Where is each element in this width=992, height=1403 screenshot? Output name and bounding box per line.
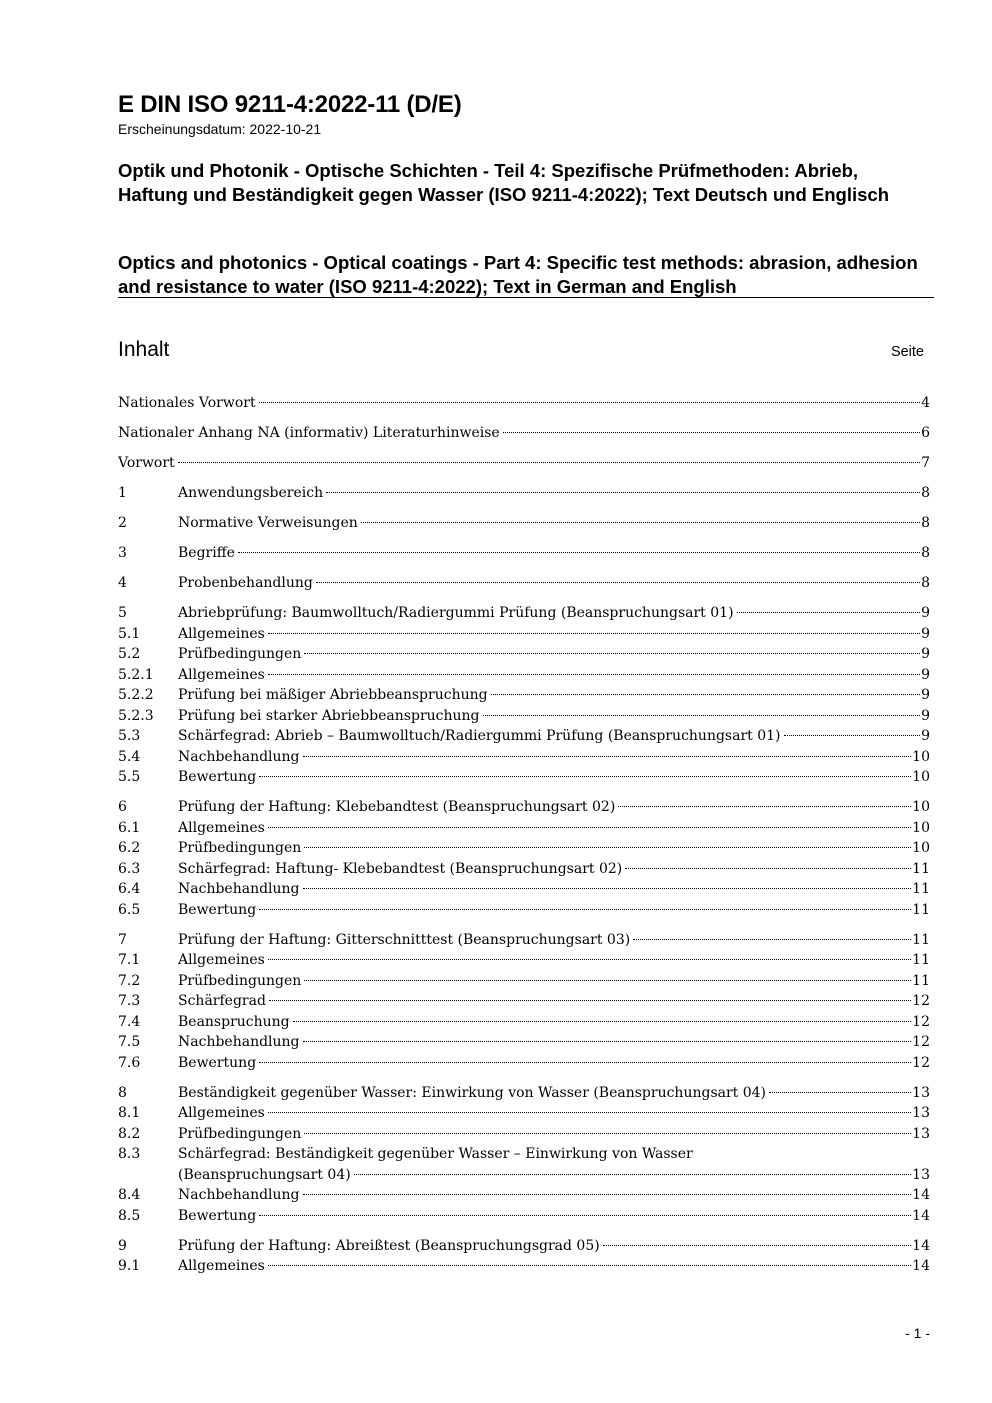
publication-date: Erscheinungsdatum: 2022-10-21 [118, 121, 322, 137]
toc-entry-label: Prüfung der Haftung: Abreißtest (Beanspruchungsgrad 05) [178, 1237, 600, 1254]
toc-entry[interactable] [118, 573, 930, 594]
toc-dot-leader [303, 1041, 912, 1042]
toc-entry-number: 5.5 [118, 769, 141, 785]
toc-entry-label: Nachbehandlung [178, 881, 300, 897]
toc-entry-label: Prüfbedingungen [178, 646, 302, 662]
toc-entry-page: 6 [921, 425, 930, 441]
toc-dot-leader [178, 462, 920, 463]
toc-entry-label: Allgemeines [178, 666, 265, 683]
toc-entry-label: Allgemeines [178, 952, 265, 968]
toc-entry-page: 10 [912, 819, 930, 836]
toc-entry[interactable] [118, 513, 930, 534]
toc-entry-number: 7.2 [118, 972, 141, 989]
toc-entry-number: 7.6 [118, 1054, 141, 1071]
toc-entry-page: 4 [921, 395, 930, 411]
toc-entry-label: Nachbehandlung [178, 1034, 300, 1050]
toc-entry-number: 8 [118, 1084, 127, 1101]
toc-entry-label: Prüfung der Haftung: Klebebandtest (Beanspruchungsart 02) [178, 799, 616, 815]
toc-entry-page: 13 [912, 1125, 930, 1142]
toc-entry-page: 10 [912, 748, 930, 765]
toc-entry-page: 14 [912, 1207, 930, 1224]
footer-page-number: - 1 - [905, 1325, 930, 1341]
toc-entry-page: 11 [912, 881, 930, 897]
toc-dot-leader [268, 1112, 911, 1113]
toc-dot-leader [503, 432, 920, 433]
toc-entry-number: 5.1 [118, 625, 141, 642]
toc-entry-page: 9 [921, 728, 930, 744]
toc-dot-leader [303, 756, 912, 757]
toc-entry-number: 8.5 [118, 1207, 141, 1224]
toc-entry-number: 5 [118, 605, 127, 621]
toc-entry-page: 8 [921, 545, 930, 561]
toc-dot-leader [304, 980, 911, 981]
toc-entry-number: 2 [118, 515, 127, 531]
toc-entry-label: Vorwort [118, 455, 175, 471]
toc-dot-leader [259, 402, 921, 403]
toc-entry-label: Begriffe [178, 545, 235, 561]
toc-entry-number: 7.5 [118, 1034, 141, 1050]
toc-dot-leader [259, 776, 911, 777]
title-english: Optics and photonics - Optical coatings - Part 4: Specific test methods: abrasion, adhesion and resistance to water (ISO 9211-4:2022); Text in German and English [118, 252, 918, 297]
toc-entry-page: 13 [912, 1166, 930, 1183]
toc-entry-number: 4 [118, 575, 127, 591]
toc-entry[interactable] [118, 685, 930, 706]
toc-entry-label: Nationales Vorwort [118, 395, 256, 411]
toc-entry-page: 7 [921, 455, 930, 471]
toc-dot-leader [354, 1174, 911, 1175]
toc-entry-label: Prüfbedingungen [178, 840, 302, 856]
toc-entry-page: 9 [921, 687, 930, 703]
toc-entry-label: Prüfung bei starker Abriebbeanspruchung [178, 707, 480, 724]
toc-dot-leader [268, 827, 911, 828]
toc-dot-leader [304, 1133, 911, 1134]
toc-entry-number: 8.2 [118, 1125, 141, 1142]
toc-entry[interactable] [118, 726, 930, 747]
toc-entry-label: Schärfegrad [178, 993, 266, 1009]
toc-entry[interactable] [118, 930, 930, 951]
toc-entry-page: 14 [912, 1187, 930, 1203]
toc-dot-leader [625, 868, 911, 869]
toc-entry-number: 5.3 [118, 728, 141, 744]
toc-dot-leader [326, 492, 920, 493]
toc-entry-label: Abriebprüfung: Baumwolltuch/Radiergummi Prüfung (Beanspruchungsart 01) [178, 605, 734, 621]
toc-entry-label: Schärfegrad: Abrieb – Baumwolltuch/Radiergummi Prüfung (Beanspruchungsart 01) [178, 728, 781, 744]
toc-dot-leader [784, 735, 921, 736]
toc-entry[interactable] [118, 1032, 930, 1053]
toc-entry-number: 6.4 [118, 881, 141, 897]
title-german: Optik und Photonik - Optische Schichten - Teil 4: Spezifische Prüfmethoden: Abrieb, Haftung und Beständigkeit gegen Wasser (ISO 9211-4:2022); Text Deutsch und Englisch [118, 160, 889, 205]
toc-entry[interactable] [118, 543, 930, 564]
toc-entry[interactable] [118, 1053, 930, 1074]
toc-entry-page: 12 [912, 993, 930, 1009]
toc-entry[interactable] [118, 1185, 930, 1206]
toc-entry-page: 8 [921, 515, 930, 531]
toc-entry-label: Allgemeines [178, 819, 265, 836]
toc-dot-leader [304, 847, 911, 848]
toc-entry-page: 8 [921, 485, 930, 501]
toc-entry-page: 9 [921, 646, 930, 662]
toc-entry[interactable] [118, 859, 930, 880]
toc-entry-number: 6.1 [118, 819, 141, 836]
toc-entry-page: 9 [921, 625, 930, 642]
toc-entry[interactable] [118, 838, 930, 859]
toc-entry-number: 5.2.3 [118, 707, 154, 724]
toc-entry-label: Allgemeines [178, 1105, 265, 1121]
toc-entry-page: 11 [912, 931, 930, 948]
toc-entry[interactable] [118, 971, 930, 992]
toc-dot-leader [303, 1194, 912, 1195]
toc-dot-leader [361, 522, 920, 523]
toc-entry-number: 6.5 [118, 901, 141, 918]
toc-entry-number: 6.2 [118, 840, 141, 856]
toc-entry-number: 1 [118, 485, 127, 501]
toc-entry[interactable] [118, 423, 930, 444]
toc-entry-label: Prüfbedingungen [178, 972, 302, 989]
toc-entry[interactable] [118, 1206, 930, 1227]
toc-entry[interactable] [118, 950, 930, 971]
toc-entry[interactable] [118, 624, 930, 645]
toc-entry-label: Anwendungsbereich [178, 485, 324, 501]
toc-entry-label: Beständigkeit gegenüber Wasser: Einwirkung von Wasser (Beanspruchungsart 04) [178, 1084, 767, 1101]
toc-entry-label: Prüfbedingungen [178, 1125, 302, 1142]
toc-entry[interactable] [118, 1236, 930, 1257]
toc-entry[interactable] [118, 767, 930, 788]
toc-dot-leader [268, 959, 911, 960]
toc-entry[interactable] [118, 665, 930, 686]
toc-entry-number: 3 [118, 545, 127, 561]
toc-entry-number: 8.1 [118, 1105, 141, 1121]
toc-dot-leader [769, 1092, 911, 1093]
toc-dot-leader [268, 633, 920, 634]
toc-entry-page: 11 [912, 901, 930, 918]
toc-entry[interactable] [118, 900, 930, 921]
toc-entry-number: 8.3 [118, 1146, 141, 1162]
toc-dot-leader [603, 1245, 911, 1246]
toc-entry[interactable] [118, 879, 930, 900]
toc-entry[interactable] [118, 1083, 930, 1104]
toc-entry-label: Bewertung [178, 1207, 257, 1224]
title-divider [118, 297, 934, 298]
toc-entry-page: 9 [921, 666, 930, 683]
toc-dot-leader [303, 888, 912, 889]
toc-entry-continuation[interactable] [118, 1165, 930, 1186]
toc-entry-number: 8.4 [118, 1187, 141, 1203]
toc-entry[interactable] [118, 797, 930, 818]
toc-entry[interactable] [118, 991, 930, 1012]
toc-entry-number: 5.2 [118, 646, 141, 662]
toc-entry-page: 9 [921, 605, 930, 621]
toc-entry[interactable] [118, 1144, 930, 1165]
toc-dot-leader [316, 582, 920, 583]
toc-entry[interactable] [118, 747, 930, 768]
toc-entry-label: Probenbehandlung [178, 575, 313, 591]
toc-entry-page: 10 [912, 769, 930, 785]
toc-entry-label: Nationaler Anhang NA (informativ) Literaturhinweise [118, 425, 500, 441]
toc-entry-label: Schärfegrad: Haftung- Klebebandtest (Beanspruchungsart 02) [178, 860, 623, 877]
toc-entry-page: 12 [912, 1054, 930, 1071]
toc-entry-label: Prüfung der Haftung: Gitterschnitttest (Beanspruchungsart 03) [178, 931, 631, 948]
toc-dot-leader [633, 939, 911, 940]
toc-entry-label: Nachbehandlung [178, 748, 300, 765]
toc-entry-label: Schärfegrad: Beständigkeit gegenüber Wasser – Einwirkung von Wasser [178, 1146, 693, 1162]
toc-entry[interactable] [118, 603, 930, 624]
toc-entry-label: Beanspruchung [178, 1013, 290, 1030]
document-id: E DIN ISO 9211-4:2022-11 (D/E) [118, 91, 462, 118]
toc-entry[interactable] [118, 706, 930, 727]
toc-entry-number: 5.4 [118, 748, 141, 765]
toc-entry[interactable] [118, 1256, 930, 1277]
toc-entry[interactable] [118, 1124, 930, 1145]
toc-heading: Inhalt [118, 338, 170, 361]
toc-entry-page: 11 [912, 972, 930, 989]
toc-entry-number: 9.1 [118, 1258, 141, 1274]
toc-dot-leader [483, 715, 921, 716]
toc-entry[interactable] [118, 1103, 930, 1124]
toc-entry[interactable] [118, 453, 930, 474]
toc-entry-page: 14 [912, 1258, 930, 1274]
toc-entry-number: 6 [118, 799, 127, 815]
table-of-contents [118, 393, 930, 1277]
toc-entry-label: Nachbehandlung [178, 1187, 300, 1203]
toc-entry-number: 5.2.1 [118, 666, 154, 683]
toc-entry-label-continued: (Beanspruchungsart 04) [178, 1166, 351, 1183]
toc-entry[interactable] [118, 393, 930, 414]
toc-entry-label: Allgemeines [178, 1258, 265, 1274]
toc-dot-leader [737, 612, 921, 613]
toc-entry-label: Allgemeines [178, 625, 265, 642]
toc-entry-label: Bewertung [178, 1054, 257, 1071]
toc-entry-page: 12 [912, 1013, 930, 1030]
toc-page-column-label: Seite [890, 344, 924, 360]
toc-entry-page: 11 [912, 952, 930, 968]
toc-dot-leader [268, 674, 920, 675]
toc-entry-page: 13 [912, 1105, 930, 1121]
toc-entry-page: 10 [912, 799, 930, 815]
toc-entry-number: 6.3 [118, 860, 141, 877]
toc-entry-page: 8 [921, 575, 930, 591]
toc-dot-leader [259, 1062, 911, 1063]
toc-entry-number: 7.3 [118, 993, 141, 1009]
toc-entry-page: 11 [912, 860, 930, 877]
toc-entry[interactable] [118, 1012, 930, 1033]
toc-entry[interactable] [118, 818, 930, 839]
toc-dot-leader [293, 1021, 912, 1022]
toc-entry-number: 5.2.2 [118, 687, 154, 703]
toc-entry-number: 9 [118, 1237, 127, 1254]
toc-entry-label: Bewertung [178, 769, 257, 785]
toc-entry-page: 14 [912, 1237, 930, 1254]
toc-entry-page: 12 [912, 1034, 930, 1050]
toc-dot-leader [491, 694, 920, 695]
toc-entry-page: 13 [912, 1084, 930, 1101]
toc-entry-label: Normative Verweisungen [178, 515, 358, 531]
toc-dot-leader [618, 806, 911, 807]
toc-dot-leader [304, 653, 920, 654]
toc-entry-number: 7 [118, 931, 127, 948]
toc-dot-leader [259, 1215, 911, 1216]
toc-dot-leader [259, 909, 911, 910]
toc-entry-page: 10 [912, 840, 930, 856]
toc-entry-label: Prüfung bei mäßiger Abriebbeanspruchung [178, 687, 488, 703]
toc-entry-label: Bewertung [178, 901, 257, 918]
toc-entry[interactable] [118, 483, 930, 504]
toc-dot-leader [269, 1000, 911, 1001]
toc-entry-number: 7.4 [118, 1013, 141, 1030]
toc-dot-leader [268, 1265, 911, 1266]
toc-entry-page: 9 [921, 707, 930, 724]
toc-entry-number: 7.1 [118, 952, 141, 968]
toc-dot-leader [238, 552, 920, 553]
toc-entry[interactable] [118, 644, 930, 665]
